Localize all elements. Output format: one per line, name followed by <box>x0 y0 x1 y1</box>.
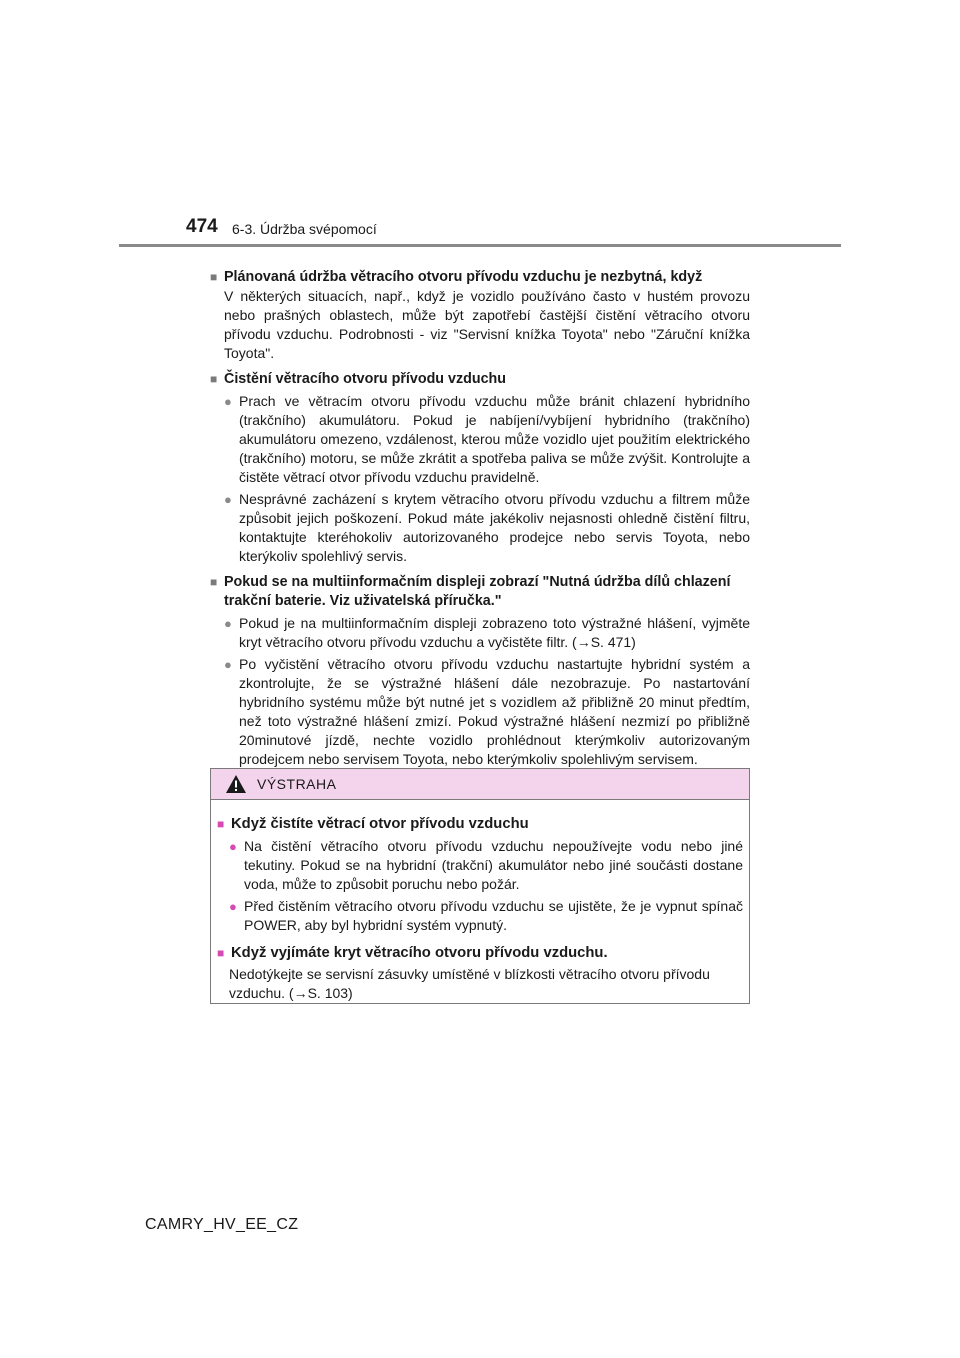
square-bullet-icon: ■ <box>217 946 225 960</box>
square-bullet-icon: ■ <box>210 270 218 284</box>
document-code: CAMRY_HV_EE_CZ <box>145 1216 299 1233</box>
section-title: 6-3. Údržba svépomocí <box>232 221 377 237</box>
list-item: ● Po vyčistění větracího otvoru přívodu vzduchu nastartujte hybridní systém a zkontrolujte, že se výstražné hlášení dále nezobrazuje. Po nastartování hybridního systému může být nutné jet s vozidlem až přibližně 20 minut předtím, než toto výstražné hlášení zmizí. Pokud výstražné hlášení nezmizí po přibližně 20minutové jízdě, nechte vozidlo prohlédnout kterýmkoliv autorizovaným prodejcem nebo servisem Toyota, nebo kterýmkoliv spolehlivým servisem. <box>224 656 750 767</box>
warning-body <box>211 800 749 1003</box>
warning-paragraph: Nedotýkejte se servisní zásuvky umístěné v blízkosti větracího otvoru přívodu vzduchu. (→S. 103) <box>229 966 710 1001</box>
circle-bullet-icon: ● <box>229 839 237 854</box>
main-content <box>210 264 750 769</box>
warning-list-item: ● Před čistěním větracího otvoru přívodu vzduchu se ujistěte, že je vypnut spínač POWER, aby byl hybridní systém vypnutý. <box>229 898 743 933</box>
warning-triangle-icon <box>225 774 247 794</box>
square-bullet-icon: ■ <box>217 817 225 831</box>
square-bullet-icon: ■ <box>210 575 218 589</box>
header-divider <box>119 244 841 247</box>
list-item: ● Pokud je na multiinformačním displeji zobrazeno toto výstražné hlášení, vyjměte kryt větracího otvoru přívodu vzduchu a vyčistěte filtr. (→S. 471) <box>224 615 750 650</box>
page-number: 474 <box>186 216 218 237</box>
circle-bullet-icon: ● <box>229 899 237 914</box>
section-paragraph: V některých situacích, např., když je vozidlo používáno často v hustém provozu nebo prašných oblastech, může být zapotřebí častější čistění větracího otvoru přívodu vzduchu. Podrobnosti - viz "Servisní knížka Toyota" nebo "Záruční knížka Toyota". <box>224 288 750 361</box>
section-heading: ■ Čistění větracího otvoru přívodu vzduchu <box>210 371 507 387</box>
section-heading: ■ Plánovaná údržba větracího otvoru přívodu vzduchu je nezbytná, když <box>210 269 703 285</box>
circle-bullet-icon: ● <box>224 616 232 631</box>
warning-heading: ■ Když vyjímáte kryt větracího otvoru přívodu vzduchu. <box>217 945 608 961</box>
section-heading: ■ Pokud se na multiinformačním displeji zobrazí "Nutná údržba dílů chlazení trakční baterie. Viz uživatelská příručka." <box>210 574 731 609</box>
warning-list-item: ● Na čistění větracího otvoru přívodu vzduchu nepoužívejte vodu nebo jiné tekutiny. Pokud se na hybridní (trakční) akumulátor nebo jiné součásti dostane voda, může to způsobit poruchu nebo požár. <box>229 838 743 892</box>
warning-title: VÝSTRAHA <box>257 776 337 792</box>
circle-bullet-icon: ● <box>224 394 232 409</box>
warning-heading: ■ Když čistíte větrací otvor přívodu vzduchu <box>217 816 529 832</box>
square-bullet-icon: ■ <box>210 372 218 386</box>
warning-header <box>211 769 749 800</box>
circle-bullet-icon: ● <box>224 657 232 672</box>
list-item: ● Prach ve větracím otvoru přívodu vzduchu může bránit chlazení hybridního (trakčního) akumulátoru. Pokud je nabíjení/vybíjení hybridního (trakčního) akumulátoru omezeno, vzdálenost, kterou může vozidlo ujet použitím elektrického (trakčního) motoru, se může zkrátit a spotřeba paliva se může zvýšit. Kontrolujte a čistěte větrací otvor přívodu vzduchu pravidelně. <box>224 393 750 485</box>
warning-box <box>210 768 750 1004</box>
list-item: ● Nesprávné zacházení s krytem větracího otvoru přívodu vzduchu a filtrem může způsobit jejich poškození. Pokud máte jakékoliv nejasnosti ohledně čistění filtru, kontaktujte kteréhokoliv autorizovaného prodejce nebo servis Toyota, nebo kterýkoliv spolehlivý servis. <box>224 491 750 564</box>
circle-bullet-icon: ● <box>224 492 232 507</box>
